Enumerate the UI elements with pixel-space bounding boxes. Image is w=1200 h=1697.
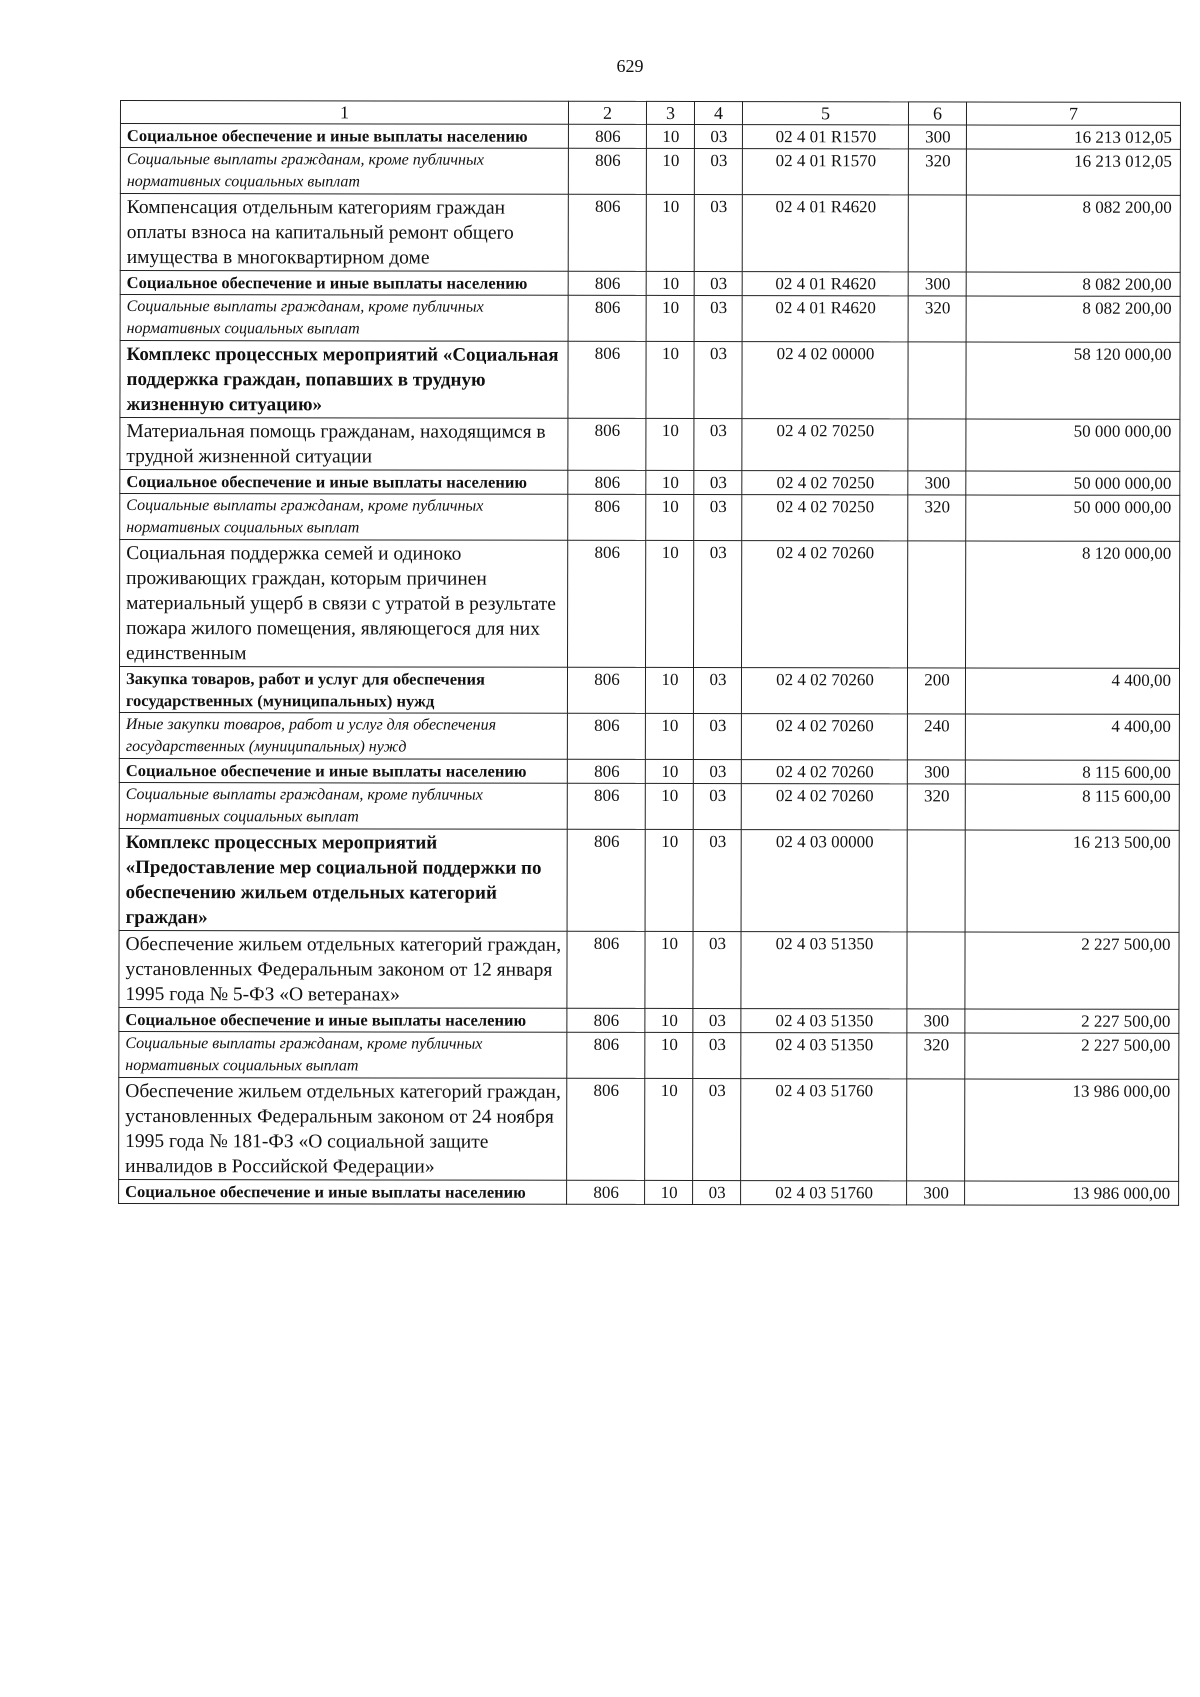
- row-amount-cell: 8 115 600,00: [965, 760, 1179, 784]
- row-subsection-cell: 03: [693, 668, 741, 714]
- row-subsection-cell: 03: [694, 471, 742, 495]
- table-row: [119, 930, 1179, 1009]
- row-amount-cell: 8 115 600,00: [965, 784, 1179, 830]
- row-name-cell: Социальное обеспечение и иные выплаты населению: [119, 758, 567, 783]
- row-amount-cell: 8 082 200,00: [966, 272, 1180, 296]
- row-expense-type-cell: 320: [907, 1033, 965, 1079]
- row-subsection-cell: 03: [693, 760, 741, 784]
- row-target-code-cell: 02 4 02 70250: [742, 419, 908, 471]
- row-expense-type-cell: 300: [907, 1009, 965, 1033]
- row-expense-type-cell: [908, 419, 966, 471]
- row-target-code-cell: 02 4 03 00000: [741, 830, 907, 932]
- table-row: [120, 341, 1180, 420]
- row-admin-code-cell: 806: [568, 418, 646, 470]
- row-section-cell: 10: [646, 341, 694, 418]
- row-amount-cell: 13 986 000,00: [965, 1181, 1179, 1205]
- row-name-cell: Социальное обеспечение и иные выплаты населению: [120, 124, 568, 149]
- row-name-cell: Социальная поддержка семей и одиноко проживающих граждан, которым причинен материальный ущерб в связи с утратой в результате пожара жилого помещения, являющегося для них единственным: [120, 540, 568, 668]
- row-name-cell: Иные закупки товаров, работ и услуг для обеспечения государственных (муниципальных) нужд: [119, 712, 567, 759]
- row-name-cell: Компенсация отдельным категориям граждан оплаты взноса на капитальный ремонт общего имущества в многоквартирном доме: [120, 194, 568, 272]
- budget-table-container: [118, 100, 1180, 1206]
- row-expense-type-cell: 200: [907, 668, 965, 714]
- row-name-cell: Социальные выплаты гражданам, кроме публичных нормативных социальных выплат: [119, 1031, 567, 1078]
- row-subsection-cell: 03: [693, 1079, 741, 1181]
- row-amount-cell: 8 120 000,00: [966, 541, 1180, 668]
- table-row: [120, 124, 1180, 150]
- row-subsection-cell: 03: [693, 932, 741, 1009]
- row-admin-code-cell: 806: [567, 1032, 645, 1078]
- row-section-cell: 10: [646, 148, 694, 194]
- row-admin-code-cell: 806: [568, 124, 646, 148]
- table-row: [120, 194, 1180, 273]
- row-admin-code-cell: 806: [567, 783, 645, 829]
- row-subsection-cell: 03: [693, 784, 741, 830]
- row-subsection-cell: 03: [693, 714, 741, 760]
- row-admin-code-cell: 806: [567, 1180, 645, 1204]
- table-row: [119, 1077, 1179, 1181]
- row-expense-type-cell: 300: [908, 125, 966, 149]
- row-expense-type-cell: [907, 932, 965, 1009]
- column-header: 1: [120, 101, 568, 125]
- row-subsection-cell: 03: [694, 495, 742, 541]
- table-row: [119, 667, 1179, 715]
- row-subsection-cell: 03: [694, 272, 742, 296]
- row-admin-code-cell: 806: [568, 295, 646, 341]
- table-row: [119, 828, 1179, 932]
- row-subsection-cell: 03: [693, 830, 741, 932]
- row-amount-cell: 8 082 200,00: [966, 296, 1180, 342]
- table-row: [119, 1179, 1179, 1205]
- row-expense-type-cell: [908, 342, 966, 419]
- row-target-code-cell: 02 4 01 R1570: [742, 149, 908, 195]
- row-subsection-cell: 03: [694, 195, 742, 272]
- column-header: 3: [646, 101, 694, 124]
- row-subsection-cell: 03: [694, 541, 742, 668]
- row-target-code-cell: 02 4 03 51350: [741, 1033, 907, 1079]
- row-name-cell: Социальное обеспечение и иные выплаты населению: [120, 271, 568, 296]
- table-row: [119, 782, 1179, 830]
- row-target-code-cell: 02 4 03 51760: [741, 1181, 907, 1205]
- row-expense-type-cell: [908, 541, 966, 668]
- row-name-cell: Социальные выплаты гражданам, кроме публичных нормативных социальных выплат: [120, 295, 568, 342]
- row-expense-type-cell: 300: [908, 272, 966, 296]
- row-expense-type-cell: 300: [907, 1181, 965, 1205]
- row-amount-cell: 2 227 500,00: [965, 932, 1179, 1009]
- row-amount-cell: 50 000 000,00: [966, 495, 1180, 541]
- row-section-cell: 10: [646, 470, 694, 494]
- column-header: 5: [742, 102, 908, 125]
- row-expense-type-cell: 300: [907, 760, 965, 784]
- row-section-cell: 10: [646, 124, 694, 148]
- row-admin-code-cell: 806: [567, 713, 645, 759]
- row-amount-cell: 50 000 000,00: [966, 419, 1180, 471]
- row-name-cell: Закупка товаров, работ и услуг для обеспечения государственных (муниципальных) нужд: [119, 667, 567, 714]
- row-name-cell: Комплекс процессных мероприятий «Социальная поддержка граждан, попавших в трудную жизненную ситуацию»: [120, 341, 568, 419]
- row-section-cell: 10: [646, 295, 694, 341]
- row-name-cell: Социальное обеспечение и иные выплаты населению: [119, 1179, 567, 1204]
- row-section-cell: 10: [645, 667, 693, 713]
- column-header: 7: [966, 102, 1180, 125]
- row-section-cell: 10: [646, 194, 694, 271]
- table-row: [120, 418, 1180, 472]
- row-name-cell: Материальная помощь гражданам, находящимся в трудной жизненной ситуации: [120, 418, 568, 471]
- table-row: [120, 540, 1180, 669]
- row-target-code-cell: 02 4 01 R4620: [742, 272, 908, 296]
- row-section-cell: 10: [645, 1008, 693, 1032]
- row-section-cell: 10: [646, 418, 694, 470]
- row-target-code-cell: 02 4 01 R4620: [742, 296, 908, 342]
- row-target-code-cell: 02 4 02 70260: [742, 541, 908, 668]
- row-admin-code-cell: 806: [568, 494, 646, 540]
- table-row: [119, 1031, 1179, 1079]
- row-section-cell: 10: [646, 540, 694, 667]
- row-target-code-cell: 02 4 03 51350: [741, 932, 907, 1009]
- row-expense-type-cell: 320: [907, 784, 965, 830]
- row-admin-code-cell: 806: [568, 194, 646, 271]
- row-amount-cell: 16 213 500,00: [965, 830, 1179, 932]
- row-section-cell: 10: [645, 931, 693, 1008]
- row-section-cell: 10: [646, 271, 694, 295]
- row-admin-code-cell: 806: [567, 931, 645, 1008]
- row-name-cell: Социальные выплаты гражданам, кроме публичных нормативных социальных выплат: [120, 148, 568, 195]
- row-amount-cell: 16 213 012,05: [966, 125, 1180, 149]
- row-target-code-cell: 02 4 02 70250: [742, 495, 908, 541]
- row-target-code-cell: 02 4 03 51350: [741, 1009, 907, 1033]
- row-admin-code-cell: 806: [568, 540, 646, 667]
- row-admin-code-cell: 806: [567, 759, 645, 783]
- row-target-code-cell: 02 4 02 70260: [741, 784, 907, 830]
- row-target-code-cell: 02 4 02 70260: [741, 714, 907, 760]
- table-row: [120, 494, 1180, 542]
- row-amount-cell: 2 227 500,00: [965, 1009, 1179, 1033]
- row-amount-cell: 4 400,00: [965, 668, 1179, 714]
- row-target-code-cell: 02 4 02 70250: [742, 471, 908, 495]
- row-admin-code-cell: 806: [567, 829, 645, 931]
- row-admin-code-cell: 806: [568, 148, 646, 194]
- row-name-cell: Обеспечение жильем отдельных категорий граждан, установленных Федеральным законом от 24 ноября 1995 года № 181-ФЗ «О социальной защите инвалидов в Российской Федерации»: [119, 1077, 567, 1180]
- row-section-cell: 10: [645, 783, 693, 829]
- row-expense-type-cell: 320: [908, 296, 966, 342]
- table-row: [119, 758, 1179, 784]
- row-subsection-cell: 03: [694, 296, 742, 342]
- row-section-cell: 10: [645, 713, 693, 759]
- row-amount-cell: 2 227 500,00: [965, 1033, 1179, 1079]
- table-body: [119, 124, 1181, 1206]
- row-section-cell: 10: [645, 1180, 693, 1204]
- row-amount-cell: 4 400,00: [965, 714, 1179, 760]
- row-subsection-cell: 03: [693, 1033, 741, 1079]
- column-header: 4: [694, 102, 742, 125]
- row-expense-type-cell: [907, 830, 965, 932]
- page-number: 629: [616, 56, 644, 76]
- column-header: 6: [908, 102, 966, 125]
- column-header: 2: [568, 101, 646, 124]
- row-name-cell: Социальное обеспечение и иные выплаты населению: [120, 470, 568, 495]
- row-amount-cell: 13 986 000,00: [965, 1079, 1179, 1181]
- row-expense-type-cell: [908, 195, 966, 272]
- row-subsection-cell: 03: [693, 1009, 741, 1033]
- header-row: [120, 101, 1180, 126]
- row-target-code-cell: 02 4 01 R4620: [742, 195, 908, 272]
- row-section-cell: 10: [645, 1078, 693, 1180]
- row-section-cell: 10: [645, 1032, 693, 1078]
- row-admin-code-cell: 806: [568, 271, 646, 295]
- budget-table: [118, 100, 1181, 1206]
- row-expense-type-cell: 320: [908, 149, 966, 195]
- row-expense-type-cell: 300: [908, 471, 966, 495]
- table-row: [120, 295, 1180, 343]
- row-amount-cell: 16 213 012,05: [966, 149, 1180, 195]
- row-target-code-cell: 02 4 01 R1570: [742, 125, 908, 149]
- row-subsection-cell: 03: [694, 419, 742, 471]
- row-expense-type-cell: 320: [908, 495, 966, 541]
- row-admin-code-cell: 806: [568, 470, 646, 494]
- row-section-cell: 10: [646, 494, 694, 540]
- row-amount-cell: 8 082 200,00: [966, 195, 1180, 272]
- row-name-cell: Социальные выплаты гражданам, кроме публичных нормативных социальных выплат: [120, 494, 568, 541]
- row-amount-cell: 50 000 000,00: [966, 471, 1180, 495]
- row-target-code-cell: 02 4 02 70260: [741, 760, 907, 784]
- table-row: [120, 148, 1180, 196]
- row-subsection-cell: 03: [693, 1181, 741, 1205]
- table-row: [119, 712, 1179, 760]
- table-row: [120, 271, 1180, 297]
- row-subsection-cell: 03: [694, 149, 742, 195]
- row-admin-code-cell: 806: [567, 1078, 645, 1180]
- row-section-cell: 10: [645, 829, 693, 931]
- row-target-code-cell: 02 4 02 70260: [741, 668, 907, 714]
- row-target-code-cell: 02 4 03 51760: [741, 1079, 907, 1181]
- row-expense-type-cell: [907, 1079, 965, 1181]
- row-name-cell: Комплекс процессных мероприятий «Предоставление мер социальной поддержки по обеспечению жильем отдельных категорий граждан»: [119, 828, 567, 931]
- row-admin-code-cell: 806: [567, 667, 645, 713]
- row-name-cell: Социальное обеспечение и иные выплаты населению: [119, 1007, 567, 1032]
- row-admin-code-cell: 806: [567, 1008, 645, 1032]
- row-admin-code-cell: 806: [568, 341, 646, 418]
- row-subsection-cell: 03: [694, 125, 742, 149]
- row-expense-type-cell: 240: [907, 714, 965, 760]
- row-amount-cell: 58 120 000,00: [966, 342, 1180, 419]
- table-row: [119, 1007, 1179, 1033]
- row-name-cell: Обеспечение жильем отдельных категорий граждан, установленных Федеральным законом от 12 января 1995 года № 5-ФЗ «О ветеранах»: [119, 930, 567, 1008]
- table-row: [120, 470, 1180, 496]
- row-section-cell: 10: [645, 759, 693, 783]
- row-name-cell: Социальные выплаты гражданам, кроме публичных нормативных социальных выплат: [119, 782, 567, 829]
- row-subsection-cell: 03: [694, 342, 742, 419]
- row-target-code-cell: 02 4 02 00000: [742, 342, 908, 419]
